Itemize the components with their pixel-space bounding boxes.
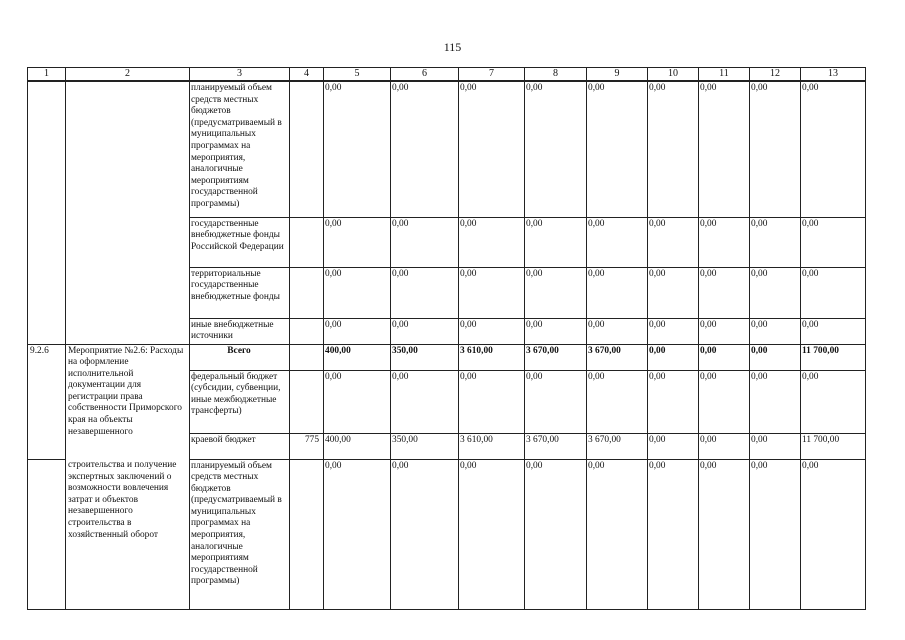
- activity-name-cell: [66, 81, 190, 217]
- value-cell: 0,00: [324, 81, 391, 217]
- value-cell: 0,00: [699, 433, 750, 459]
- value-cell: 0,00: [801, 370, 866, 433]
- value-cell: 0,00: [459, 318, 525, 344]
- value-cell: 0,00: [648, 217, 699, 267]
- value-cell: 0,00: [587, 267, 648, 318]
- value-cell: 0,00: [391, 370, 459, 433]
- value-cell: 0,00: [699, 267, 750, 318]
- value-cell: 350,00: [391, 344, 459, 370]
- value-cell: 0,00: [391, 459, 459, 609]
- value-cell: 0,00: [801, 217, 866, 267]
- funding-source-cell: планируемый объем средств местных бюджетов (предусматриваемый в муниципальных программах на мероприятия, аналогичные мероприятиям государственной программы): [190, 459, 290, 609]
- value-cell: 0,00: [648, 267, 699, 318]
- row-number-cell: [28, 433, 66, 459]
- column-header: 9: [587, 68, 648, 82]
- value-cell: 0,00: [324, 267, 391, 318]
- value-cell: 0,00: [391, 318, 459, 344]
- value-cell: 0,00: [699, 318, 750, 344]
- value-cell: 0,00: [750, 344, 801, 370]
- value-cell: 0,00: [750, 217, 801, 267]
- value-cell: 3 670,00: [525, 344, 587, 370]
- value-cell: 0,00: [750, 370, 801, 433]
- value-cell: 11 700,00: [801, 344, 866, 370]
- value-cell: 400,00: [324, 433, 391, 459]
- value-cell: 0,00: [750, 433, 801, 459]
- row-number-cell: [28, 318, 66, 344]
- value-cell: 0,00: [525, 81, 587, 217]
- value-cell: 0,00: [801, 318, 866, 344]
- value-cell: 0,00: [324, 217, 391, 267]
- row-number-cell: 9.2.6: [28, 344, 66, 370]
- table-row: [28, 459, 866, 609]
- value-cell: 0,00: [391, 267, 459, 318]
- value-cell: 0,00: [648, 459, 699, 609]
- value-cell: 0,00: [459, 217, 525, 267]
- value-cell: 0,00: [324, 318, 391, 344]
- value-cell: 0,00: [699, 459, 750, 609]
- value-cell: 0,00: [648, 318, 699, 344]
- value-cell: 0,00: [459, 459, 525, 609]
- activity-name-cell: Мероприятие №2.6: Расходы на оформление исполнительной документации для регистрации права собственности Приморского края на объекты незавершенного: [66, 344, 190, 459]
- value-cell: 0,00: [648, 81, 699, 217]
- table-row: [28, 267, 866, 318]
- value-cell: 0,00: [801, 459, 866, 609]
- value-cell: 3 670,00: [587, 433, 648, 459]
- row-number-cell: [28, 81, 66, 217]
- value-cell: 0,00: [801, 267, 866, 318]
- code-cell: [290, 81, 324, 217]
- code-cell: [290, 370, 324, 433]
- row-number-cell: [28, 217, 66, 267]
- activity-name-cell: строительства и получение экспертных заключений о возможности вовлечения затрат и объектов незавершенного строительства в хозяйственный оборот: [66, 459, 190, 609]
- activity-name-cell: [66, 267, 190, 318]
- row-number-cell: [28, 267, 66, 318]
- value-cell: 0,00: [648, 370, 699, 433]
- value-cell: 0,00: [525, 370, 587, 433]
- funding-source-cell: Всего: [190, 344, 290, 370]
- column-header: 10: [648, 68, 699, 82]
- column-header: 5: [324, 68, 391, 82]
- value-cell: 0,00: [750, 459, 801, 609]
- column-header: 13: [801, 68, 866, 82]
- table-header-row: [28, 68, 866, 82]
- value-cell: 0,00: [525, 217, 587, 267]
- value-cell: 350,00: [391, 433, 459, 459]
- value-cell: 0,00: [587, 370, 648, 433]
- value-cell: 0,00: [324, 459, 391, 609]
- column-header: 6: [391, 68, 459, 82]
- row-number-cell: [28, 370, 66, 433]
- value-cell: 0,00: [750, 318, 801, 344]
- value-cell: 0,00: [699, 217, 750, 267]
- code-cell: [290, 459, 324, 609]
- funding-source-cell: государственные внебюджетные фонды Российской Федерации: [190, 217, 290, 267]
- value-cell: 11 700,00: [801, 433, 866, 459]
- value-cell: 400,00: [324, 344, 391, 370]
- value-cell: 0,00: [525, 267, 587, 318]
- value-cell: 0,00: [699, 370, 750, 433]
- funding-source-cell: федеральный бюджет (субсидии, субвенции, иные межбюджетные трансферты): [190, 370, 290, 433]
- value-cell: 0,00: [525, 459, 587, 609]
- value-cell: 0,00: [699, 344, 750, 370]
- table-row: [28, 318, 866, 344]
- value-cell: 0,00: [750, 267, 801, 318]
- table-row: [28, 81, 866, 217]
- value-cell: 3 610,00: [459, 344, 525, 370]
- value-cell: 0,00: [459, 370, 525, 433]
- funding-source-cell: планируемый объем средств местных бюджетов (предусматриваемый в муниципальных программах на мероприятия, аналогичные мероприятиям государственной программы): [190, 81, 290, 217]
- column-header: 4: [290, 68, 324, 82]
- value-cell: 0,00: [587, 81, 648, 217]
- value-cell: 0,00: [459, 267, 525, 318]
- funding-source-cell: территориальные государственные внебюджетные фонды: [190, 267, 290, 318]
- value-cell: 0,00: [459, 81, 525, 217]
- value-cell: 3 610,00: [459, 433, 525, 459]
- column-header: 8: [525, 68, 587, 82]
- value-cell: 0,00: [324, 370, 391, 433]
- column-header: 12: [750, 68, 801, 82]
- code-cell: [290, 267, 324, 318]
- value-cell: 0,00: [391, 217, 459, 267]
- table-row: [28, 217, 866, 267]
- funding-source-cell: иные внебюджетные источники: [190, 318, 290, 344]
- activity-name-cell: [66, 318, 190, 344]
- value-cell: 0,00: [750, 81, 801, 217]
- value-cell: 0,00: [587, 318, 648, 344]
- code-cell: 775: [290, 433, 324, 459]
- value-cell: 0,00: [587, 459, 648, 609]
- value-cell: 3 670,00: [525, 433, 587, 459]
- value-cell: 0,00: [801, 81, 866, 217]
- value-cell: 0,00: [587, 217, 648, 267]
- code-cell: [290, 217, 324, 267]
- code-cell: [290, 344, 324, 370]
- budget-table: [27, 67, 866, 610]
- column-header: 11: [699, 68, 750, 82]
- column-header: 7: [459, 68, 525, 82]
- table-row: [28, 344, 866, 370]
- row-number-cell: [28, 459, 66, 609]
- page-number: 115: [443, 40, 462, 54]
- column-header: 3: [190, 68, 290, 82]
- value-cell: 0,00: [699, 81, 750, 217]
- column-header: 2: [66, 68, 190, 82]
- value-cell: 0,00: [391, 81, 459, 217]
- funding-source-cell: краевой бюджет: [190, 433, 290, 459]
- value-cell: 0,00: [525, 318, 587, 344]
- code-cell: [290, 318, 324, 344]
- column-header: 1: [28, 68, 66, 82]
- activity-name-cell: [66, 217, 190, 267]
- value-cell: 3 670,00: [587, 344, 648, 370]
- value-cell: 0,00: [648, 433, 699, 459]
- value-cell: 0,00: [648, 344, 699, 370]
